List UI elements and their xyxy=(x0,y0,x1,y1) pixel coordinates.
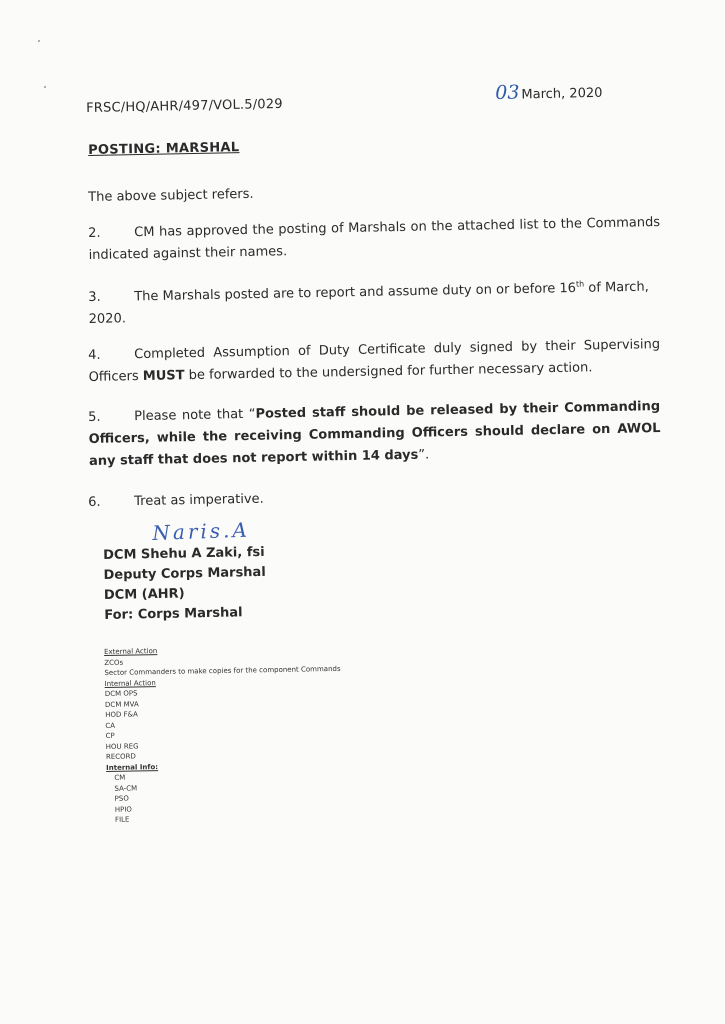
distribution-item: HOU REG xyxy=(105,741,139,751)
paragraph-5 xyxy=(88,396,661,473)
paragraph-number: 6. xyxy=(88,494,101,510)
paragraph-text-end: ”. xyxy=(418,447,430,463)
paragraph-number: 2. xyxy=(88,225,101,241)
opening-line: The above subject refers. xyxy=(88,186,254,205)
distribution-list xyxy=(104,643,343,826)
signatory-rank: Deputy Corps Marshal xyxy=(103,564,266,583)
paragraph-number: 3. xyxy=(88,290,101,306)
internal-info-header: Internal Info: xyxy=(106,762,159,772)
distribution-item: PSO xyxy=(114,794,129,803)
emphasis-must: MUST xyxy=(142,368,185,384)
distribution-item: ZCOs xyxy=(104,658,124,667)
external-action-header: External Action xyxy=(104,647,158,656)
paragraph-text: Please note that “ xyxy=(134,406,256,425)
paragraph-text-end: of March, 2020. xyxy=(88,279,649,328)
internal-action-header: Internal Action xyxy=(104,678,156,688)
distribution-item: CM xyxy=(114,773,126,782)
handwritten-day: 03 xyxy=(495,81,520,104)
signatory-for: For: Corps Marshal xyxy=(104,605,243,623)
date-month-year: March, 2020 xyxy=(521,85,603,103)
distribution-item: HPIO xyxy=(114,805,132,814)
handwritten-signature: Naris.A xyxy=(152,517,251,545)
paragraph-2 xyxy=(88,212,661,267)
distribution-item: SA-CM xyxy=(114,783,138,793)
subject-title: POSTING: MARSHAL xyxy=(88,140,240,158)
emphasis-quote: Posted staff should be released by their Commanding Officers, while the receiving Commanding Officers should declare on AWOL any staff that does not report within 14 days xyxy=(88,399,661,469)
signatory-office: DCM (AHR) xyxy=(103,586,185,603)
distribution-item: HOD F&A xyxy=(105,710,138,719)
paragraph-text: The Marshals posted are to report and assume duty on or before 16 xyxy=(134,280,577,305)
letter-date xyxy=(495,80,603,104)
distribution-item: CP xyxy=(105,731,115,740)
paragraph-text-end: be forwarded to the undersigned for further necessary action. xyxy=(184,360,593,384)
reference-number: FRSC/HQ/AHR/497/VOL.5/029 xyxy=(86,96,283,116)
distribution-item: DCM MVA xyxy=(104,699,139,709)
signature-block xyxy=(103,543,267,626)
paragraph-6 xyxy=(88,481,660,514)
distribution-item: FILE xyxy=(114,815,130,824)
scan-speck xyxy=(38,40,40,42)
paragraph-text: Completed Assumption of Duty Certificate duly signed by their Supervising Officers xyxy=(88,337,661,385)
paragraph-3 xyxy=(88,272,661,331)
distribution-item: Sector Commanders to make copies for the component Commands xyxy=(104,664,341,677)
paragraph-number: 5. xyxy=(88,409,101,425)
paragraph-number: 4. xyxy=(88,347,101,363)
signatory-name: DCM Shehu A Zaki, fsi xyxy=(103,544,265,563)
distribution-item: CA xyxy=(105,721,116,730)
paragraph-4 xyxy=(88,334,661,389)
scan-speck xyxy=(44,86,46,88)
paragraph-text: CM has approved the posting of Marshals on the attached list to the Commands indicated against their names. xyxy=(88,215,661,263)
paragraph-text: Treat as imperative. xyxy=(134,491,264,510)
superscript: th xyxy=(575,279,585,289)
distribution-item: DCM OPS xyxy=(104,689,138,698)
distribution-item: RECORD xyxy=(105,752,136,761)
